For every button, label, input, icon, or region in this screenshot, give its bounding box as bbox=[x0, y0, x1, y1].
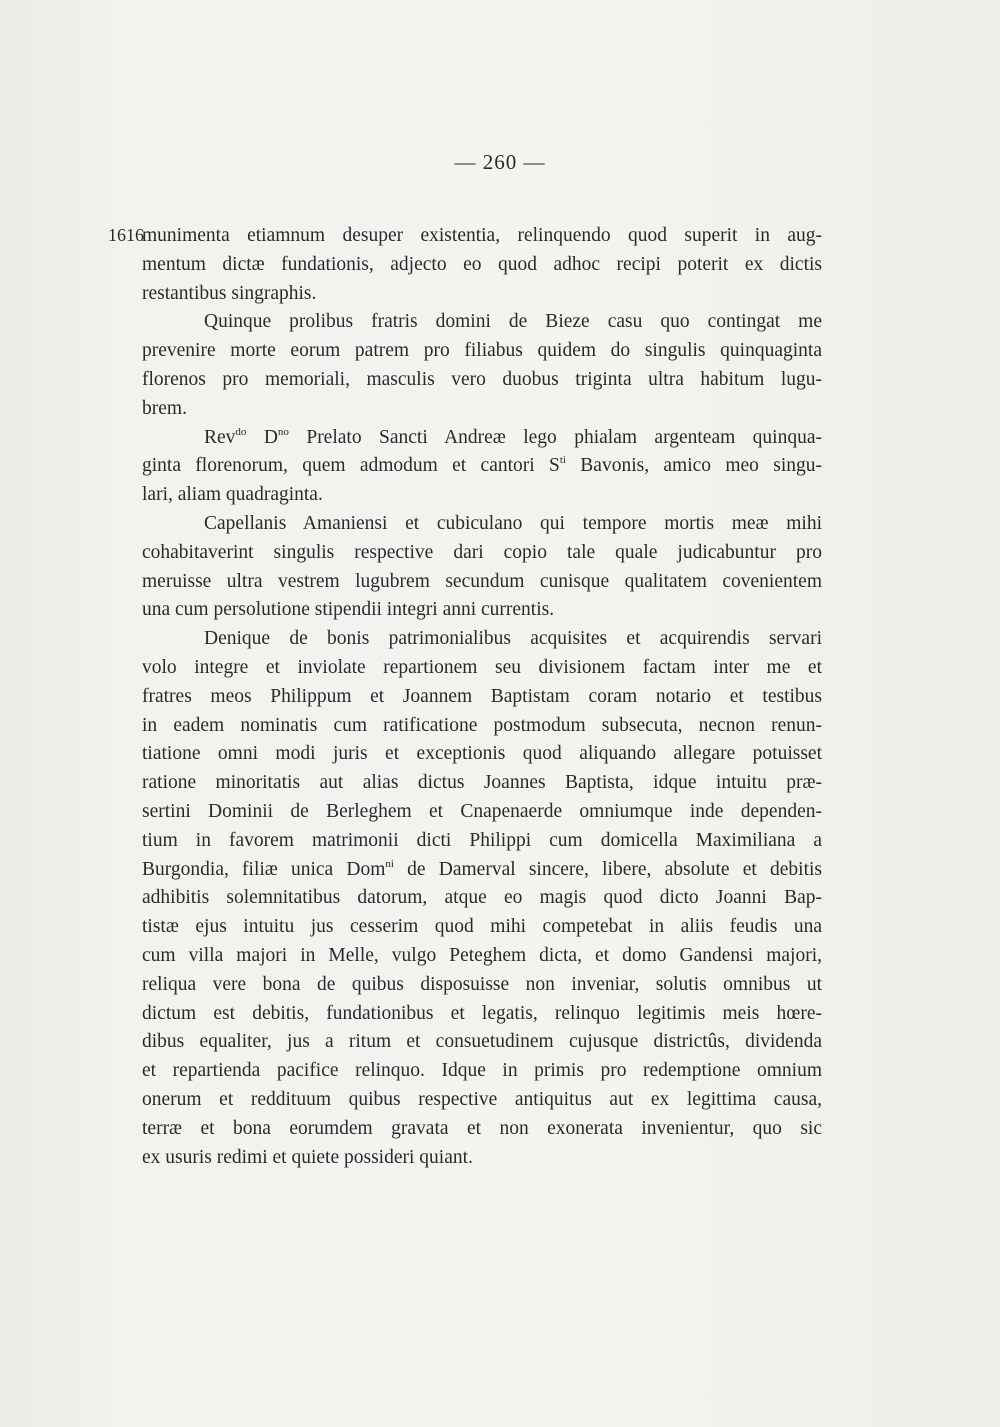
text-line bbox=[142, 798, 822, 827]
body-text bbox=[142, 222, 822, 1172]
text-segment bbox=[289, 427, 306, 448]
text-segment: Denique de bonis patrimonialibus acquisites et acquirendis servari bbox=[204, 628, 822, 650]
text-segment: volo integre et inviolate repartionem seu divisionem factam inter me et bbox=[142, 656, 822, 678]
text-segment: brem. bbox=[142, 397, 187, 419]
text-line bbox=[142, 1000, 822, 1029]
margin-year: 1616 bbox=[108, 225, 144, 245]
page-number: — 260 — bbox=[454, 150, 546, 174]
text-line bbox=[142, 251, 822, 280]
text-segment: ratione minoritatis aut alias dictus Joannes Baptista, idque intuitu præ- bbox=[142, 772, 822, 794]
text-segment: dictum est debitis, fundationibus et legatis, relinquo legitimis meis hœre- bbox=[142, 1002, 822, 1024]
text-line bbox=[142, 884, 822, 913]
text-line bbox=[142, 510, 822, 539]
text-line bbox=[142, 827, 822, 856]
text-line bbox=[142, 654, 822, 683]
text-line bbox=[142, 1144, 822, 1173]
text-line bbox=[142, 769, 822, 798]
text-segment: prevenire morte eorum patrem pro filiabus quidem do singulis quinquaginta bbox=[142, 340, 822, 362]
text-segment: dibus equaliter, jus a ritum et consuetudinem cujusque districtûs, dividenda bbox=[142, 1031, 822, 1053]
text-segment: terræ et bona eorumdem gravata et non exonerata invenientur, quo sic bbox=[142, 1117, 822, 1139]
text-segment: Burgondia, filiæ unica Dom bbox=[142, 858, 386, 880]
text-segment: fratres meos Philippum et Joannem Baptistam coram notario et testibus bbox=[142, 685, 822, 707]
text-line bbox=[142, 481, 822, 510]
text-segment: cum villa majori in Melle, vulgo Peteghem dicta, et domo Gandensi majori, bbox=[142, 944, 822, 966]
text-segment: tium in favorem matrimonii dicti Philippi cum domicella Maximiliana a bbox=[142, 829, 822, 851]
text-line bbox=[142, 452, 822, 481]
text-segment: lari, aliam quadraginta. bbox=[142, 484, 323, 506]
text-line bbox=[142, 625, 822, 654]
text-segment: florenos pro memoriali, masculis vero duobus triginta ultra habitum lugu- bbox=[142, 368, 822, 390]
text-segment: Rev bbox=[204, 426, 236, 448]
text-segment: ex usuris redimi et quiete possideri quiant. bbox=[142, 1146, 473, 1168]
text-segment: restantibus singraphis. bbox=[142, 282, 317, 304]
text-line bbox=[142, 395, 822, 424]
text-line bbox=[142, 740, 822, 769]
text-segment: sertini Dominii de Berleghem et Cnapenaerde omniumque inde dependen- bbox=[142, 800, 822, 822]
text-line bbox=[142, 1028, 822, 1057]
text-line bbox=[142, 712, 822, 741]
text-line bbox=[142, 1057, 822, 1086]
superscript: ni bbox=[385, 857, 394, 870]
text-segment: cohabitaverint singulis respective dari copio tale quale judicabuntur pro bbox=[142, 541, 822, 563]
text-line bbox=[142, 308, 822, 337]
text-line bbox=[142, 596, 822, 625]
text-segment: onerum et reddituum quibus respective antiquitus aut ex legittima causa, bbox=[142, 1088, 822, 1110]
text-segment: una cum persolutione stipendii integri anni currentis. bbox=[142, 599, 555, 621]
text-line bbox=[142, 568, 822, 597]
text-line bbox=[142, 337, 822, 366]
text-segment: de Damerval sincere, libere, absolute et debitis bbox=[407, 858, 823, 880]
text-line bbox=[142, 424, 822, 453]
superscript: no bbox=[277, 425, 289, 438]
text-segment: meruisse ultra vestrem lugubrem secundum cunisque qualitatem covenientem bbox=[142, 570, 822, 592]
text-line bbox=[142, 1086, 822, 1115]
text-segment: reliqua vere bona de quibus disposuisse non inveniar, solutis omnibus ut bbox=[142, 973, 822, 995]
text-segment: adhibitis solemnitatibus datorum, atque eo magis quod dicto Joanni Bap- bbox=[142, 887, 822, 909]
superscript: ti bbox=[559, 454, 566, 467]
text-segment: Quinque prolibus fratris domini de Bieze casu quo contingat me bbox=[204, 311, 822, 333]
text-segment: et repartienda pacifice relinquo. Idque in primis pro redemptione omnium bbox=[142, 1060, 822, 1082]
text-segment bbox=[566, 455, 580, 476]
text-line bbox=[142, 913, 822, 942]
text-line bbox=[142, 222, 822, 251]
text-segment: ginta florenorum, quem admodum et cantori S bbox=[142, 455, 560, 477]
text-line bbox=[142, 366, 822, 395]
text-segment: tistæ ejus intuitu jus cesserim quod mihi competebat in aliis feudis una bbox=[142, 916, 822, 938]
text-segment: in eadem nominatis cum ratificatione postmodum subsecuta, necnon renun- bbox=[142, 714, 822, 736]
text-line bbox=[142, 280, 822, 309]
superscript: do bbox=[235, 425, 247, 438]
text-segment: Capellanis Amaniensi et cubiculano qui tempore mortis meæ mihi bbox=[204, 512, 822, 534]
text-segment: Bavonis, amico meo singu- bbox=[580, 455, 823, 477]
text-line bbox=[142, 971, 822, 1000]
text-segment: Prelato Sancti Andreæ lego phialam argenteam quinqua- bbox=[306, 426, 823, 448]
text-line bbox=[142, 539, 822, 568]
text-segment: D bbox=[246, 426, 278, 448]
text-line bbox=[142, 942, 822, 971]
text-line bbox=[142, 1115, 822, 1144]
text-segment: mentum dictæ fundationis, adjecto eo quod adhoc recipi poterit ex dictis bbox=[142, 253, 822, 275]
text-line bbox=[142, 683, 822, 712]
text-segment: tiatione omni modi juris et exceptionis quod aliquando allegare potuisset bbox=[142, 743, 822, 765]
text-line bbox=[142, 856, 822, 885]
text-segment: munimenta etiamnum desuper existentia, relinquendo quod superit in aug- bbox=[142, 225, 822, 246]
text-segment bbox=[394, 859, 407, 880]
